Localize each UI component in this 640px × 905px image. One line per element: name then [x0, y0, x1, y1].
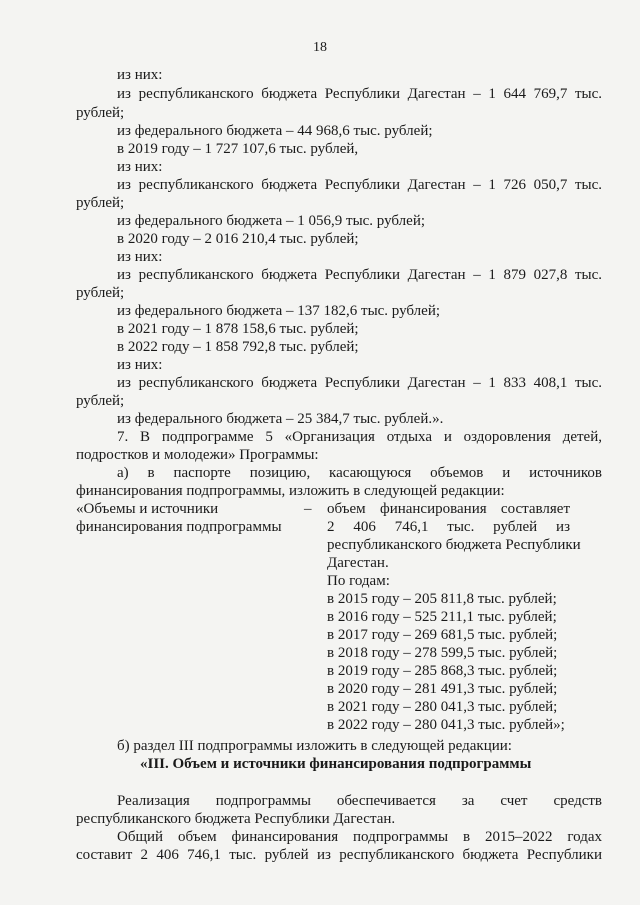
- table-right-line: Дагестан.: [327, 555, 389, 571]
- table-right-line: в 2018 году – 278 599,5 тыс. рублей;: [327, 645, 558, 661]
- table-right-line: в 2019 году – 285 868,3 тыс. рублей;: [327, 663, 558, 679]
- table-dash: –: [304, 501, 312, 517]
- page-number: 18: [313, 40, 327, 55]
- text-line: составит 2 406 746,1 тыс. рублей из республиканского бюджета Республики: [76, 847, 602, 863]
- table-right-line: 2 406 746,1 тыс. рублей из: [327, 519, 570, 535]
- table-right-line: в 2016 году – 525 211,1 тыс. рублей;: [327, 609, 557, 625]
- table-right-line: По годам:: [327, 573, 390, 589]
- table-left-label: «Объемы и источники: [76, 501, 219, 517]
- text-line: финансирования подпрограммы, изложить в следующей редакции:: [76, 483, 505, 499]
- text-line: из федерального бюджета – 44 968,6 тыс. рублей;: [117, 123, 433, 139]
- text-line: из них:: [117, 159, 163, 175]
- text-line: из республиканского бюджета Республики Дагестан – 1 833 408,1 тыс.: [117, 375, 602, 391]
- text-line: рублей;: [76, 393, 125, 409]
- table-right-line: в 2021 году – 280 041,3 тыс. рублей;: [327, 699, 558, 715]
- text-line: рублей;: [76, 285, 125, 301]
- table-right-line: в 2017 году – 269 681,5 тыс. рублей;: [327, 627, 558, 643]
- text-line: в 2019 году – 1 727 107,6 тыс. рублей,: [117, 141, 359, 157]
- table-right-line: республиканского бюджета Республики: [327, 537, 581, 553]
- table-right-line: в 2022 году – 280 041,3 тыс. рублей»;: [327, 717, 565, 733]
- text-line: в 2022 году – 1 858 792,8 тыс. рублей;: [117, 339, 359, 355]
- text-line: из них:: [117, 67, 163, 83]
- text-line: из федерального бюджета – 1 056,9 тыс. рублей;: [117, 213, 426, 229]
- text-line: из федерального бюджета – 25 384,7 тыс. рублей.».: [117, 411, 444, 427]
- table-left-label: финансирования подпрограммы: [76, 519, 282, 535]
- table-right-line: объем финансирования составляет: [327, 501, 570, 517]
- section-b-line: б) раздел III подпрограммы изложить в следующей редакции:: [117, 738, 512, 754]
- text-line: рублей;: [76, 195, 125, 211]
- text-line: в 2020 году – 2 016 210,4 тыс. рублей;: [117, 231, 359, 247]
- text-line: а) в паспорте позицию, касающуюся объемов и источников: [117, 465, 602, 481]
- text-line: Общий объем финансирования подпрограммы в 2015–2022 годах: [117, 829, 602, 845]
- table-right-line: в 2020 году – 281 491,3 тыс. рублей;: [327, 681, 558, 697]
- text-line: рублей;: [76, 105, 125, 121]
- text-line: из республиканского бюджета Республики Дагестан – 1 726 050,7 тыс.: [117, 177, 602, 193]
- text-line: в 2021 году – 1 878 158,6 тыс. рублей;: [117, 321, 359, 337]
- text-line: из республиканского бюджета Республики Дагестан – 1 879 027,8 тыс.: [117, 267, 602, 283]
- text-line: 7. В подпрограмме 5 «Организация отдыха и оздоровления детей,: [117, 429, 602, 445]
- text-line: Реализация подпрограммы обеспечивается за счет средств: [117, 793, 602, 809]
- text-line: республиканского бюджета Республики Дагестан.: [76, 811, 396, 827]
- text-line: из них:: [117, 249, 163, 265]
- text-line: из них:: [117, 357, 163, 373]
- section-heading: «III. Объем и источники финансирования подпрограммы: [140, 756, 532, 772]
- text-line: подростков и молодежи» Программы:: [76, 447, 319, 463]
- table-right-line: в 2015 году – 205 811,8 тыс. рублей;: [327, 591, 557, 607]
- text-line: из республиканского бюджета Республики Дагестан – 1 644 769,7 тыс.: [117, 86, 602, 102]
- text-line: из федерального бюджета – 137 182,6 тыс. рублей;: [117, 303, 441, 319]
